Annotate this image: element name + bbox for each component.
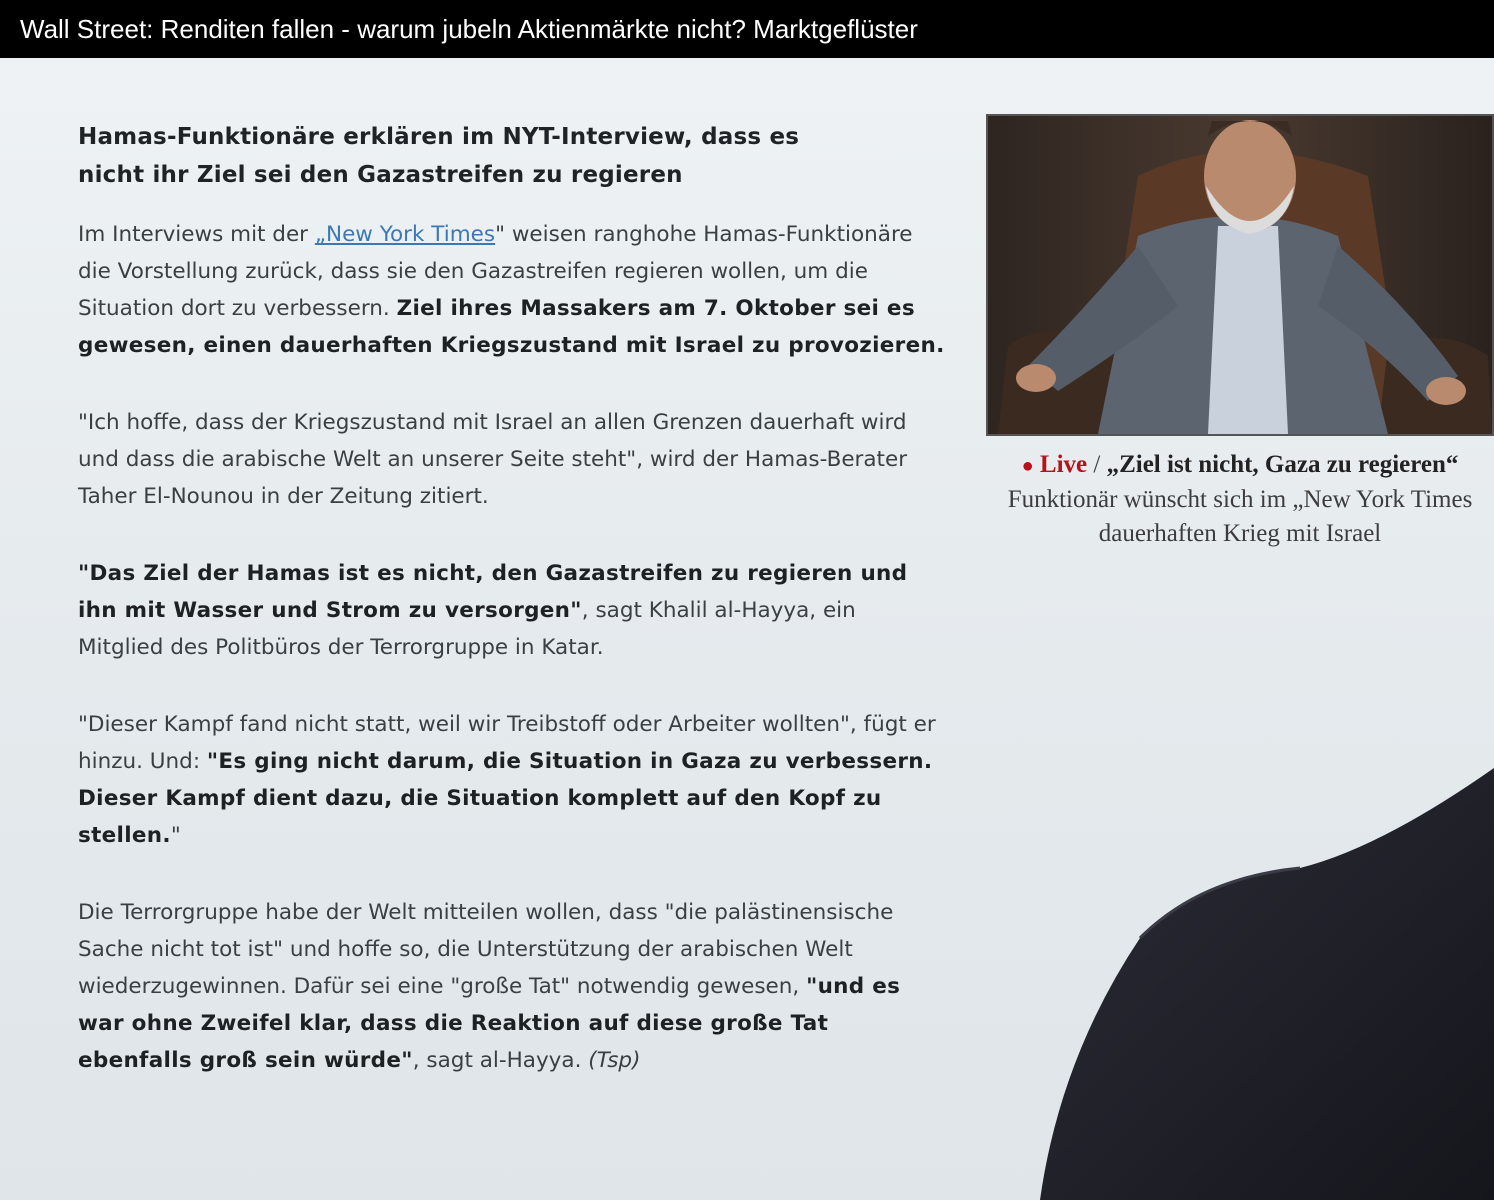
p5-text-a: Die Terrorgruppe habe der Welt mitteilen wollen, dass "die palästinensische Sache nicht tot ist" und hoffe so, die Unterstützung der arabischen Welt wiederzugewinnen. Dafür sei eine "große Tat" notwendig gewesen, bbox=[78, 900, 894, 999]
headline-line-1: Hamas-Funktionäre erklären im NYT-Interview, dass es bbox=[78, 124, 800, 150]
caption-separator: / bbox=[1087, 451, 1107, 478]
filmed-screen bbox=[0, 58, 1494, 1200]
headline-line-2: nicht ihr Ziel sei den Gazastreifen zu regieren bbox=[78, 162, 683, 188]
caption-line-3: dauerhaften Krieg mit Israel bbox=[1098, 520, 1382, 547]
photo-caption[interactable] bbox=[986, 448, 1494, 551]
p1-text-b: " weisen ranghohe Hamas-Funktionäre die Vorstellung zurück, dass sie den Gazastreifen regieren wollen, um die Situation dort zu verbessern. bbox=[78, 222, 913, 321]
paragraph-4 bbox=[78, 706, 948, 854]
live-dot-icon: ● bbox=[1021, 455, 1034, 477]
p3-rest: , sagt Khalil al-Hayya, ein Mitglied des Politbüros der Terrorgruppe in Katar. bbox=[78, 598, 856, 660]
p1-text-a: Im Interviews mit der bbox=[78, 222, 315, 247]
p4-bold: "Es ging nicht darum, die Situation in Gaza zu verbessern. Dieser Kampf dient dazu, die Situation komplett auf den Kopf zu stellen. bbox=[78, 749, 933, 848]
paragraph-1 bbox=[78, 216, 948, 364]
p3-bold: "Das Ziel der Hamas ist es nicht, den Gazastreifen zu regieren und ihn mit Wasser und Strom zu versorgen" bbox=[78, 561, 908, 623]
video-title[interactable]: Wall Street: Renditen fallen - warum jubeln Aktienmärkte nicht? Marktgeflüster bbox=[0, 0, 1494, 58]
article-body bbox=[78, 118, 948, 1119]
caption-headline: „Ziel ist nicht, Gaza zu regieren“ bbox=[1106, 451, 1459, 478]
nyt-link[interactable]: „New York Times bbox=[314, 222, 496, 247]
p1-bold: Ziel ihres Massakers am 7. Oktober sei es gewesen, einen dauerhaften Kriegszustand mit Israel zu provozieren. bbox=[78, 296, 945, 358]
caption-line-1 bbox=[986, 448, 1494, 483]
article-headline bbox=[78, 118, 948, 194]
p4-end: " bbox=[170, 823, 181, 848]
paragraph-3 bbox=[78, 555, 948, 666]
live-label: Live bbox=[1039, 451, 1088, 478]
presenter-silhouette bbox=[1000, 758, 1494, 1200]
p5-source: (Tsp) bbox=[588, 1048, 641, 1073]
paragraph-5 bbox=[78, 894, 948, 1079]
caption-line-2: Funktionär wünscht sich im „New York Times bbox=[1007, 486, 1473, 513]
p5-bold: "und es war ohne Zweifel klar, dass die Reaktion auf diese große Tat ebenfalls groß sein würde" bbox=[78, 974, 901, 1073]
p5-text-b: , sagt al-Hayya. bbox=[412, 1048, 589, 1073]
paragraph-2: "Ich hoffe, dass der Kriegszustand mit Israel an allen Grenzen dauerhaft wird und dass die arabische Welt an unserer Seite steht", wird der Hamas-Berater Taher El-Nounou in der Zeitung zitiert. bbox=[78, 410, 908, 509]
p4-text-a: "Dieser Kampf fand nicht statt, weil wir Treibstoff oder Arbeiter wollten", fügt er hinzu. Und: bbox=[78, 712, 936, 774]
man-in-armchair-image bbox=[988, 116, 1492, 434]
article-photo[interactable] bbox=[986, 114, 1494, 436]
